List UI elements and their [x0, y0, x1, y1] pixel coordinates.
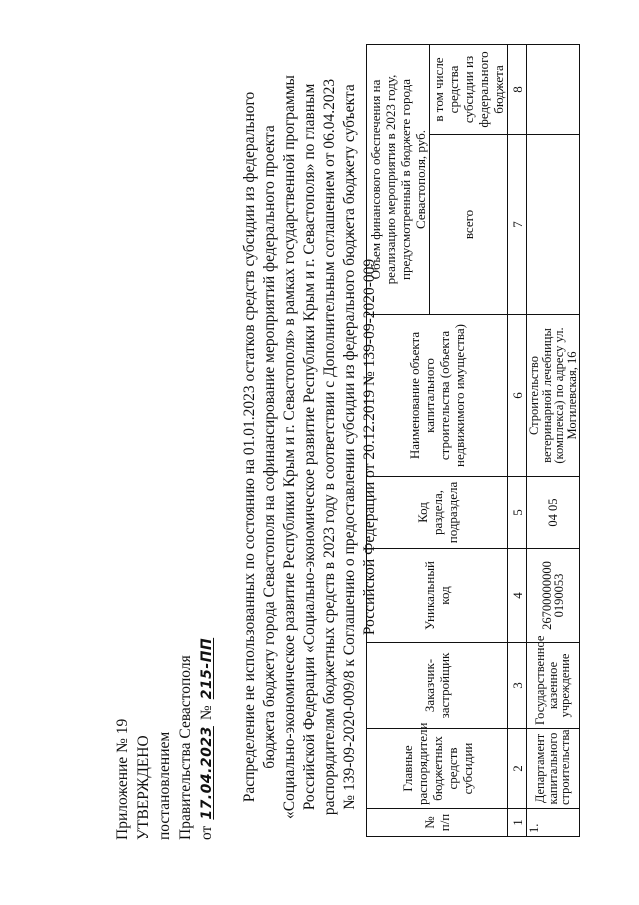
- header-unique-code: Уникальный код: [367, 549, 508, 643]
- cell-object-name: Строительство ветеринарной лечебницы (комплекса) по адресу ул. Могилевская, 16: [527, 315, 580, 477]
- document-title: [240, 57, 380, 837]
- approval-block: [112, 638, 218, 840]
- column-number: 4: [508, 549, 527, 643]
- column-number: 1: [508, 809, 527, 837]
- handwritten-number: 215-ПП: [199, 637, 215, 700]
- date-prefix: от: [198, 825, 215, 840]
- cell-federal-share: [527, 44, 580, 134]
- title-line: № 139-09-2020-009/8 к Соглашению о предоставлении субсидии из федерального бюджета бюджету субъекта: [341, 84, 358, 810]
- column-number: 7: [508, 135, 527, 315]
- cell-customer: Государственное казенное учреждение: [527, 643, 580, 729]
- table-row: [527, 44, 580, 836]
- header-section-code: Код раздела, подраздела: [367, 477, 508, 549]
- title-line: бюджета бюджету города Севастополя на софинансирование мероприятий федерального проекта: [261, 125, 278, 769]
- column-number: 5: [508, 477, 527, 549]
- approval-line: Приложение № 19: [114, 718, 131, 840]
- title-line: Распределение не использованных по состоянию на 01.01.2023 остатков средств субсидии из федерального: [241, 91, 258, 803]
- column-number-row: [508, 44, 527, 836]
- column-number: 2: [508, 729, 527, 809]
- column-number: 6: [508, 315, 527, 477]
- approval-line: УТВЕРЖДЕНО: [135, 735, 152, 840]
- header-object-name: Наименование объекта капитального строительства (объекта недвижимого имущества): [367, 315, 508, 477]
- number-prefix: №: [198, 705, 215, 721]
- cell-num: 1.: [527, 809, 580, 837]
- title-line: Российской Федерации от 20.12.2019 № 139-09-2020-009: [361, 258, 378, 636]
- title-line: «Социально-экономическое развитие Республики Крым и г. Севастополя» в рамках государственной программы: [281, 75, 298, 819]
- cell-section-code: 04 05: [527, 477, 580, 549]
- cell-distributor: Департамент капитального строительства: [527, 729, 580, 809]
- header-total: всего: [430, 135, 508, 315]
- header-distributor: Главные распорядители бюджетных средств субсидии: [367, 729, 508, 809]
- subsidy-table: [366, 44, 580, 837]
- approval-date-line: [196, 638, 218, 840]
- handwritten-date: 17.04.2023: [199, 726, 215, 820]
- cell-unique-code: 26700000000 0190053: [527, 549, 580, 643]
- approval-line: Правительства Севастополя: [177, 655, 194, 840]
- column-number: 8: [508, 44, 527, 134]
- table-header-row: [367, 44, 430, 836]
- title-line: распорядителям бюджетных средств в 2023 году в соответствии с Дополнительным соглашением от 06.04.2023: [321, 78, 338, 816]
- header-num: № п/п: [367, 809, 508, 837]
- header-customer: Заказчик-застройщик: [367, 643, 508, 729]
- cell-total: [527, 135, 580, 315]
- header-funding-volume: Объем финансового обеспечения на реализацию мероприятия в 2023 году, предусмотренный в бюджете города Севастополя, руб.: [367, 44, 430, 314]
- column-number: 3: [508, 643, 527, 729]
- header-federal-share: в том числе средства субсидии из федерального бюджета: [430, 44, 508, 134]
- approval-line: постановлением: [156, 731, 173, 840]
- title-line: Российской Федерации «Социально-экономическое развитие Республики Крым и г. Севастополя» по главным: [301, 83, 318, 811]
